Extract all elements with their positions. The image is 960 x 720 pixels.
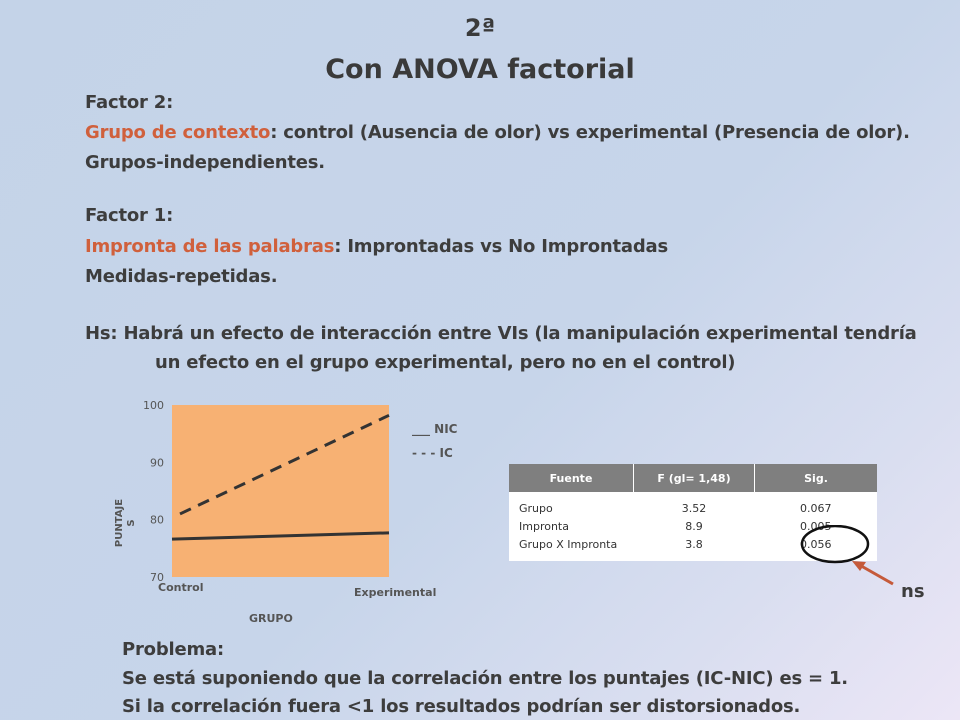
factor1-line — [85, 236, 668, 257]
factor1-design: Medidas-repetidas. — [85, 266, 278, 287]
y-axis-label-line1: PUNTAJE — [114, 498, 125, 548]
table-cell-f — [634, 492, 755, 561]
y-tick-label: 80 — [150, 513, 164, 527]
table-cell-sources — [509, 492, 634, 561]
plot-area — [172, 405, 389, 577]
sig-interaction: 0.056 — [800, 538, 832, 551]
f-grupo: 3.52 — [681, 502, 707, 515]
problem-line2: Si la correlación fuera <1 los resultados podrían ser distorsionados. — [122, 696, 801, 717]
source-interaction: Grupo X Impronta — [519, 538, 618, 551]
factor2-desc: : control (Ausencia de olor) vs experimental (Presencia de olor). — [270, 122, 910, 143]
y-axis-label-line2: S — [126, 519, 137, 527]
y-tick-label: 90 — [150, 456, 164, 470]
sig-grupo: 0.067 — [800, 502, 832, 515]
factor2-heading: Factor 2: — [85, 92, 174, 113]
slide-title: Con ANOVA factorial — [325, 54, 635, 85]
highlight-circle — [802, 526, 868, 562]
source-impronta: Impronta — [519, 520, 569, 533]
ns-label: ns — [901, 581, 925, 602]
f-impronta: 8.9 — [685, 520, 703, 533]
factor1-name: Impronta de las palabras — [85, 236, 335, 257]
factor2-line — [85, 122, 910, 143]
y-tick-label: 100 — [143, 399, 164, 412]
sig-impronta: 0.005 — [800, 520, 832, 533]
table-header-f: F (gl= 1,48) — [634, 464, 755, 492]
factor2-design: Grupos-independientes. — [85, 152, 325, 173]
x-tick-experimental: Experimental — [354, 586, 437, 599]
x-tick-control: Control — [158, 581, 204, 594]
legend-ic: - - - IC — [412, 446, 453, 460]
table-header-source: Fuente — [509, 464, 634, 492]
legend-nic: ___ NIC — [412, 422, 458, 436]
hypothesis-line2: un efecto en el grupo experimental, pero no en el control) — [155, 352, 736, 373]
hypothesis-line1: Hs: Habrá un efecto de interacción entre VIs (la manipulación experimental tendría — [85, 323, 917, 344]
problem-line1: Se está suponiendo que la correlación entre los puntajes (IC-NIC) es = 1. — [122, 668, 848, 689]
y-tick-label: 70 — [150, 571, 164, 584]
interaction-chart — [95, 395, 485, 635]
source-grupo: Grupo — [519, 502, 553, 515]
table-header-sig: Sig. — [755, 464, 878, 492]
factor1-desc: : Improntadas vs No Improntadas — [334, 236, 668, 257]
f-interaction: 3.8 — [685, 538, 703, 551]
x-axis-label: GRUPO — [249, 612, 293, 625]
factor2-name: Grupo de contexto — [85, 122, 271, 143]
factor1-heading: Factor 1: — [85, 205, 174, 226]
problem-heading: Problema: — [122, 639, 224, 660]
slide-number: 2ª — [464, 14, 496, 42]
